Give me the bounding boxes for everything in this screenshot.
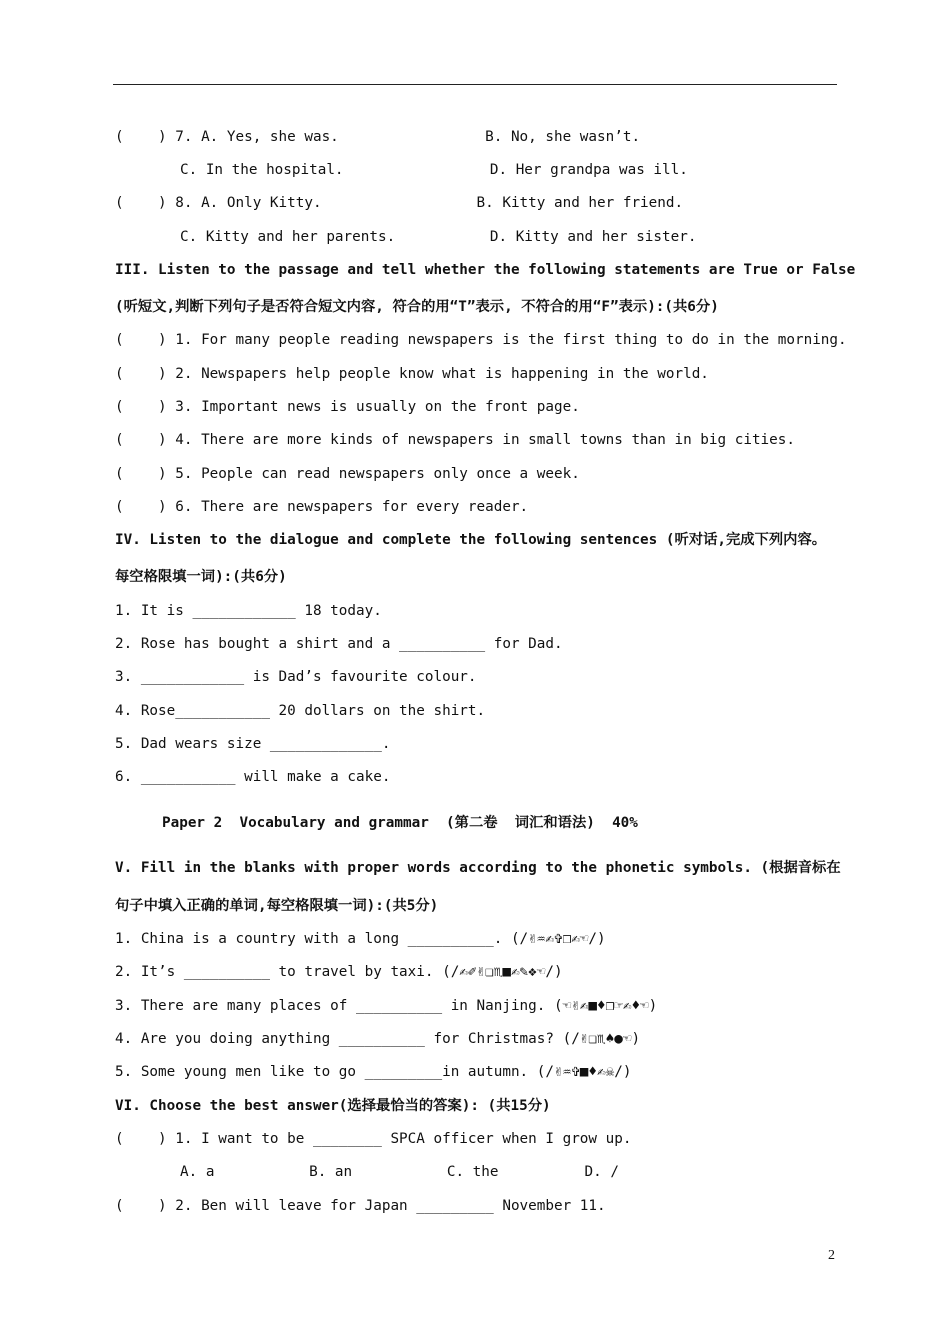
question-line: A. a B. an C. the D. / (180, 1164, 619, 1180)
question-line: ( ) 1. I want to be ________ SPCA officer when I grow up. (115, 1131, 632, 1147)
question-line: ( ) 7. A. Yes, she was. B. No, she wasn’t. (115, 129, 641, 145)
question-line: 5. Dad wears size _____________. (115, 736, 391, 752)
question-line: 2. It’s __________ to travel by taxi. (/✍✐✌❏♏■✍✎❖☜/) (115, 964, 563, 980)
question-line: 1. China is a country with a long __________. (/✌♒✍✞❒✍☜/) (115, 931, 606, 947)
question-line: ( ) 2. Newspapers help people know what is happening in the world. (115, 366, 709, 382)
question-line: 6. ___________ will make a cake. (115, 769, 391, 785)
question-line: 2. Rose has bought a shirt and a __________ for Dad. (115, 636, 563, 652)
question-line: ( ) 4. There are more kinds of newspapers in small towns than in big cities. (115, 432, 795, 448)
question-line: ( ) 5. People can read newspapers only once a week. (115, 466, 580, 482)
header-rule (113, 84, 837, 85)
page-number: 2 (828, 1248, 835, 1263)
question-line: 3. ____________ is Dad’s favourite colour. (115, 669, 477, 685)
section-heading: 句子中填入正确的单词,每空格限填一词):(共5分) (115, 898, 439, 914)
question-line: ( ) 3. Important news is usually on the front page. (115, 399, 580, 415)
section-heading: VI. Choose the best answer(选择最恰当的答案): (共15分) (115, 1098, 551, 1114)
section-heading: V. Fill in the blanks with proper words according to the phonetic symbols. (根据音标在 (115, 860, 841, 876)
question-line: C. Kitty and her parents. D. Kitty and her sister. (180, 229, 697, 245)
question-line: ( ) 6. There are newspapers for every reader. (115, 499, 529, 515)
question-line: 4. Are you doing anything __________ for Christmas? (/✌❏♏♠●☜) (115, 1031, 641, 1047)
question-line: ( ) 2. Ben will leave for Japan _________ November 11. (115, 1198, 606, 1214)
question-line: 1. It is ____________ 18 today. (115, 603, 382, 619)
question-line: 4. Rose___________ 20 dollars on the shirt. (115, 703, 486, 719)
section-heading: IV. Listen to the dialogue and complete the following sentences (听对话,完成下列内容。 (115, 532, 827, 548)
question-line: ( ) 8. A. Only Kitty. B. Kitty and her friend. (115, 195, 684, 211)
question-line: 3. There are many places of __________ in Nanjing. (☜✌✍■♦❒☞✍♦☜) (115, 998, 658, 1014)
section-heading: Paper 2 Vocabulary and grammar (第二卷 词汇和语法) 40% (162, 815, 638, 831)
question-line: ( ) 1. For many people reading newspapers is the first thing to do in the morning. (115, 332, 847, 348)
section-heading: 每空格限填一词):(共6分) (115, 569, 287, 585)
question-line: C. In the hospital. D. Her grandpa was ill. (180, 162, 688, 178)
section-heading: III. Listen to the passage and tell whether the following statements are True or False (115, 262, 856, 278)
question-line: 5. Some young men like to go _________in autumn. (/✌♒✞■♦✍☠/) (115, 1064, 632, 1080)
section-heading: (听短文,判断下列句子是否符合短文内容, 符合的用“T”表示, 不符合的用“F”表示):(共6分) (115, 299, 719, 315)
